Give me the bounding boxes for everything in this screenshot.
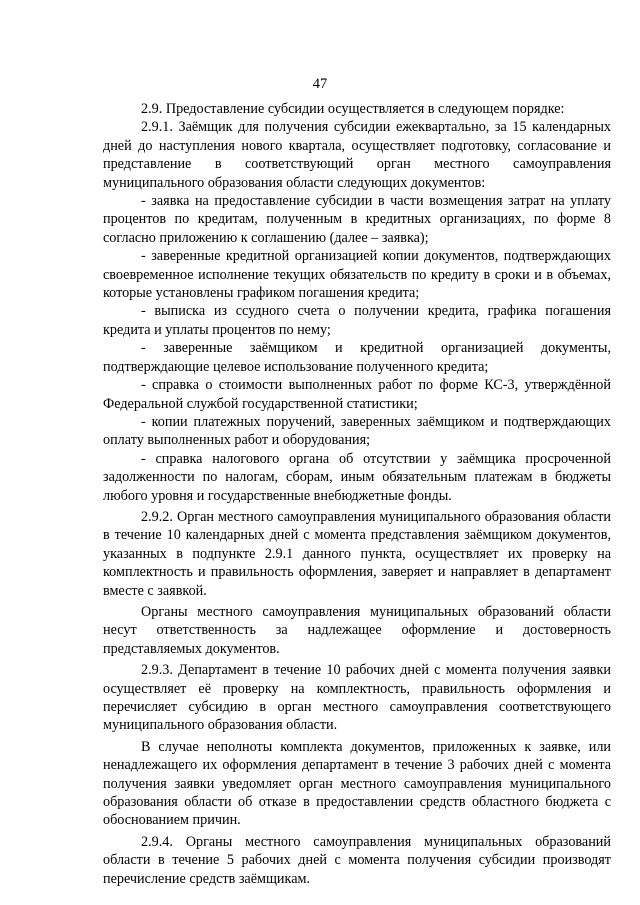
list-item-application: - заявка на предоставление субсидии в части возмещения затрат на уплату процентов по кредитам, полученным в кредитных организациях, по форме 8 согласно приложению к соглашению (далее – заявка); — [103, 193, 611, 246]
paragraph-2-9-4: 2.9.4. Органы местного самоуправления муниципальных образований области в течение 5 рабочих дней с момента получения субсидии производят перечисление средств заёмщикам. — [103, 833, 611, 887]
list-item-target-use-documents: - заверенные заёмщиком и кредитной организацией документы, подтверждающие целевое использование полученного кредита; — [103, 340, 611, 375]
list-item-ks3-certificate: - справка о стоимости выполненных работ по форме КС-3, утверждённой Федеральной службой государственной статистики; — [103, 377, 611, 412]
paragraph-2-9-1: 2.9.1. Заёмщик для получения субсидии ежеквартально, за 15 календарных дней до наступления нового квартала, осуществляет подготовку, согласование и представление в соответствующий орган местного самоуправления муниципального образования области следующих документов: — [103, 119, 611, 191]
paragraph-2-9: 2.9. Предоставление субсидии осуществляется в следующем порядке: — [141, 101, 565, 117]
document-body — [103, 100, 611, 888]
paragraph-2-9-2: 2.9.2. Орган местного самоуправления муниципального образования области в течение 10 календарных дней с момента представления заёмщиком документов, указанных в подпункте 2.9.1 данного пункта, осуществляет их проверку на комплектность и правильность оформления, заверяет и направляет в департамент вместе с заявкой. — [103, 508, 611, 599]
list-item-payment-orders: - копии платежных поручений, заверенных заёмщиком и подтверждающих оплату выполненных работ и оборудования; — [103, 413, 611, 449]
paragraph-2-9-3: 2.9.3. Департамент в течение 10 рабочих дней с момента получения заявки осуществляет её проверку на комплектность, правильность оформления и перечисляет субсидию в орган местного самоуправления соответствующего муниципального образования области. — [103, 662, 611, 734]
list-item-certified-copies: - заверенные кредитной организацией копии документов, подтверждающих своевременное исполнение текущих обязательств по кредиту в сроки и в объемах, которые установлены графиком погашения кредита; — [103, 248, 611, 302]
paragraph-incomplete-documents: В случае неполноты комплекта документов, приложенных к заявке, или ненадлежащего их оформления департамент в течение 3 рабочих дней с момента получения заявки уведомляет орган местного самоуправления муниципального образования области об отказе в предоставлении средств областного бюджета с обоснованием причин. — [103, 738, 611, 829]
page-number: 47 — [312, 76, 328, 92]
paragraph-responsibility: Органы местного самоуправления муниципальных образований области несут ответственность за надлежащее оформление и достоверность представляемых документов. — [103, 603, 611, 657]
list-item-tax-certificate: - справка налогового органа об отсутствии у заёмщика просроченной задолженности по налогам, сборам, иным обязательным платежам в бюджеты любого уровня и государственные внебюджетные фонды. — [103, 450, 611, 504]
list-item-loan-statement: - выписка из ссудного счета о получении кредита, графика погашения кредита и уплаты процентов по нему; — [103, 303, 611, 338]
